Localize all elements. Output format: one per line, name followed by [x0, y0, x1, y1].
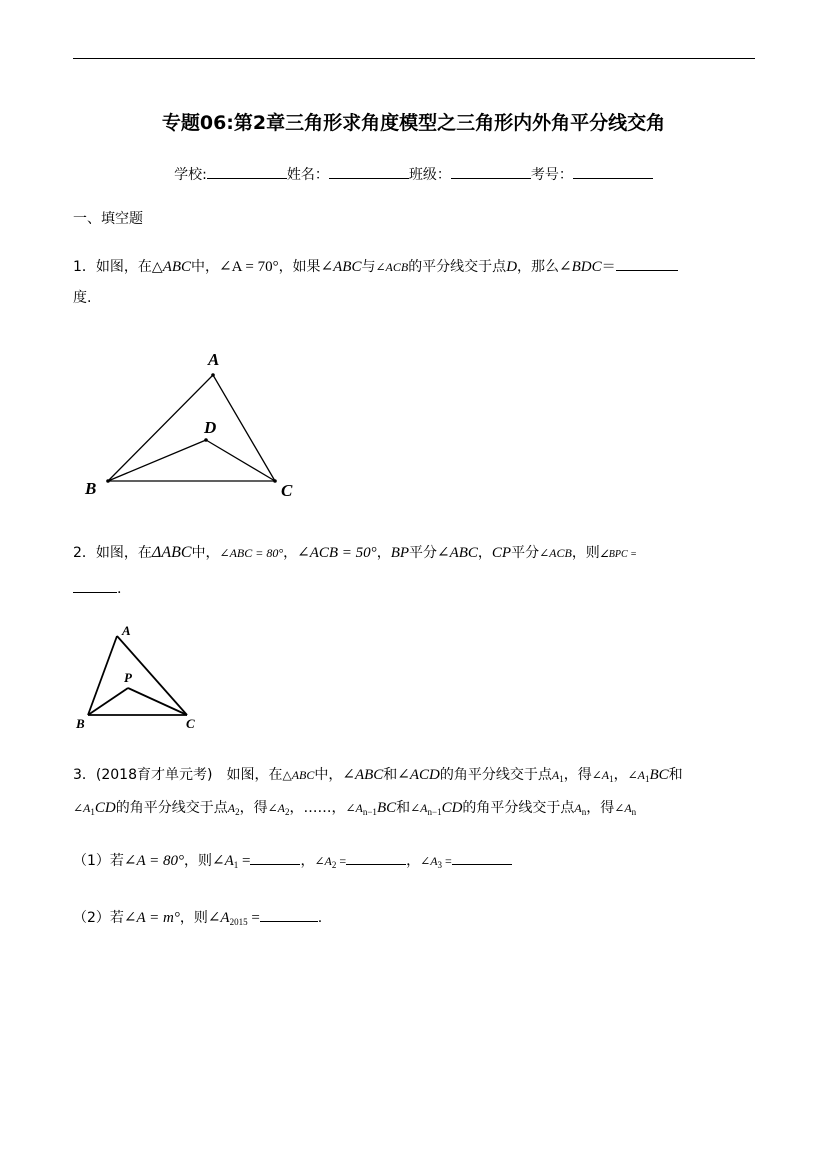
- q3-l2-get2: ，得: [586, 800, 615, 816]
- fig2-side-ab: [88, 636, 117, 715]
- number-field[interactable]: [573, 164, 653, 179]
- figure-2: [72, 620, 212, 735]
- q3-an: A: [574, 801, 582, 815]
- sub2-end: .: [317, 910, 323, 926]
- q2-angle-acb: ∠ACB = 50°: [297, 545, 377, 561]
- header-rule: [73, 58, 755, 59]
- sub1-a2-sub: 2: [331, 860, 337, 870]
- number-label: 考号：: [530, 167, 573, 183]
- q3-angle-a1cd-b: CD: [94, 800, 116, 816]
- q3-angle-acd: ∠ACD: [397, 767, 440, 783]
- fig2-segment-bp: [88, 688, 128, 715]
- q3-angle-a1cd-a: ∠A: [73, 801, 91, 815]
- q3-angle-an1cd-b: CD: [441, 800, 463, 816]
- q2-comma3: ，: [477, 545, 492, 561]
- sub2-cond: ∠A = m°: [123, 910, 180, 926]
- q3-num: 3．(2018育才单元考) 如图，在: [73, 767, 283, 783]
- q2-bp: BP: [390, 545, 410, 561]
- sub2-eq: =: [247, 910, 260, 926]
- question-1-line-1: [73, 256, 678, 277]
- sub1-a2: ∠A: [314, 854, 332, 868]
- q3-angle-an1bc-sub: n−1: [362, 807, 377, 817]
- sub2-blank[interactable]: [260, 907, 318, 922]
- q2-angle-abc: ∠ABC = 80°: [219, 546, 284, 560]
- q1-angle-a: ∠A = 70°: [219, 259, 279, 275]
- q3-a2: A: [227, 801, 236, 815]
- name-label: 姓名：: [286, 167, 329, 183]
- class-field[interactable]: [451, 164, 531, 179]
- q2-comma1: ，: [283, 545, 298, 561]
- sub1-eq3: =: [442, 854, 452, 868]
- fig2-label-c: C: [186, 716, 195, 731]
- q3-triangle: △ABC: [282, 768, 315, 782]
- q3-angle-a1bc-a: ∠A: [627, 768, 645, 782]
- q1-angle-acb: ∠ACB: [375, 260, 409, 274]
- fig2-label-p: P: [124, 670, 132, 685]
- q2-answer-blank[interactable]: [73, 578, 117, 593]
- q1-if: ，如果: [278, 259, 321, 275]
- page-title: 专题06:第2章三角形求角度模型之三角形内外角平分线交角: [161, 112, 666, 134]
- figure-1: [80, 345, 310, 505]
- fig1-label-a: A: [208, 350, 220, 369]
- q1-then: ，那么: [517, 259, 560, 275]
- q1-bis: 的平分线交于点: [408, 259, 507, 275]
- q2-angle-acb-2: ∠ACB: [539, 546, 572, 560]
- q1-answer-blank[interactable]: [616, 256, 678, 271]
- q2-cp: CP: [491, 545, 512, 561]
- q3-angle-an: ∠A: [614, 801, 632, 815]
- q1-num: 1．如图，在△: [73, 259, 163, 275]
- q3-angle-an1bc-b: BC: [376, 800, 397, 816]
- sub1-then: ，则: [184, 853, 213, 869]
- q3-angle-an1cd-a: ∠A: [410, 801, 428, 815]
- q3-bis: 的角平分线交于点: [439, 767, 552, 783]
- q2-angle-bpc: ∠BPC =: [599, 549, 637, 560]
- q2-end: .: [117, 581, 122, 597]
- q2-num: 2．如图，在: [73, 545, 152, 561]
- sub1-blank-3[interactable]: [452, 850, 512, 865]
- sub1-a3-sub: 3: [437, 860, 443, 870]
- q3-l2-bis: 的角平分线交于点: [115, 800, 228, 816]
- q1-abc: ABC: [162, 259, 192, 275]
- sub1-c2: ，: [406, 853, 421, 869]
- q2-bis2: 平分: [511, 545, 540, 561]
- fig1-side-ac: [213, 375, 275, 481]
- q3-l2-get: ，得: [239, 800, 268, 816]
- q3-angle-a1-sub: 1: [609, 774, 614, 784]
- q3-angle-a1bc-b: BC: [649, 767, 669, 783]
- q2-in: 中，: [191, 545, 220, 561]
- fig1-segment-bd: [108, 440, 206, 481]
- q3-a2-sub: 2: [235, 807, 240, 817]
- q3-angle-a1cd-sub: 1: [90, 807, 95, 817]
- sub1-blank-2[interactable]: [346, 850, 406, 865]
- sub1-label: （1）若: [73, 853, 124, 869]
- class-label: 班级：: [408, 167, 451, 183]
- fig1-side-ab: [108, 375, 213, 481]
- question-3-line-1: [73, 765, 683, 789]
- q1-unit: 度.: [73, 290, 92, 306]
- q3-in: 中，: [314, 767, 343, 783]
- q1-angle-abc: ∠ABC: [320, 259, 362, 275]
- fig2-label-b: B: [76, 716, 85, 731]
- q3-l2-and: 和: [396, 800, 411, 816]
- sub1-eq1: =: [238, 853, 251, 869]
- q3-angle-an1bc-a: ∠A: [345, 801, 363, 815]
- fig1-point-b: [106, 479, 110, 483]
- question-3-part-2: [73, 907, 322, 932]
- q3-angle-a1bc-sub: 1: [644, 774, 650, 784]
- sub1-blank-1[interactable]: [250, 850, 300, 865]
- sub1-a1: ∠A: [212, 853, 234, 869]
- sub2-then: ，则: [179, 910, 208, 926]
- fig1-point-d: [204, 438, 208, 442]
- school-field[interactable]: [207, 164, 287, 179]
- q2-triangle: ΔABC: [151, 544, 192, 561]
- fig1-point-c: [273, 479, 277, 483]
- question-3-line-2: [73, 798, 636, 822]
- sub1-a3: ∠A: [420, 854, 438, 868]
- q3-comma: ，: [613, 767, 628, 783]
- fig1-label-d: D: [204, 418, 217, 437]
- q3-l2-dots: ，……，: [289, 800, 346, 816]
- question-3-part-1: [73, 850, 512, 875]
- q3-get: ，得: [563, 767, 592, 783]
- section-title: 一、填空题: [73, 211, 143, 227]
- q3-angle-a1: ∠A: [591, 768, 610, 782]
- q1-eq: ＝: [601, 259, 616, 275]
- q1-and: 与: [361, 259, 376, 275]
- q2-bis1: 平分: [409, 545, 438, 561]
- sub1-c1: ，: [300, 853, 315, 869]
- q1-angle-bdc: ∠BDC: [559, 259, 602, 275]
- question-2-line-1: [73, 543, 637, 565]
- q3-angle-abc: ∠ABC: [342, 767, 384, 783]
- q2-angle-abc-2: ∠ABC: [437, 545, 478, 561]
- fig1-segment-dc: [206, 440, 275, 481]
- name-field[interactable]: [329, 164, 409, 179]
- q3-angle-a2-sub: 2: [284, 807, 290, 817]
- q3-angle-an1cd-sub: n−1: [427, 807, 442, 817]
- fig2-label-a: A: [122, 623, 131, 638]
- q3-a1: A: [551, 768, 560, 782]
- fig1-label-c: C: [281, 481, 293, 500]
- sub1-a1-sub: 1: [233, 860, 239, 870]
- q3-angle-a2: ∠A: [267, 801, 285, 815]
- q3-and2: 和: [668, 767, 683, 783]
- fig2-segment-pc: [128, 688, 187, 715]
- q3-l2-bis2: 的角平分线交于点: [462, 800, 575, 816]
- q3-an-sub: n: [581, 807, 587, 817]
- q2-then: ，则: [571, 545, 600, 561]
- question-2-line-2: [73, 578, 121, 599]
- fig1-label-b: B: [85, 479, 97, 498]
- q3-a1-sub: 1: [559, 774, 564, 784]
- fig1-point-a: [211, 373, 215, 377]
- sub2-a: ∠A: [207, 910, 230, 926]
- q2-comma2: ，: [376, 545, 391, 561]
- sub2-label: （2）若: [73, 910, 124, 926]
- q3-and: 和: [383, 767, 398, 783]
- q3-angle-an-sub: n: [631, 807, 637, 817]
- school-label: 学校:: [174, 167, 207, 183]
- sub2-a-sub: 2015: [229, 917, 248, 927]
- student-info-line: [0, 164, 827, 184]
- sub1-eq2: =: [336, 854, 347, 868]
- q1-d: D: [506, 259, 518, 275]
- sub1-cond: ∠A = 80°: [123, 853, 185, 869]
- q1-in: 中，: [191, 259, 220, 275]
